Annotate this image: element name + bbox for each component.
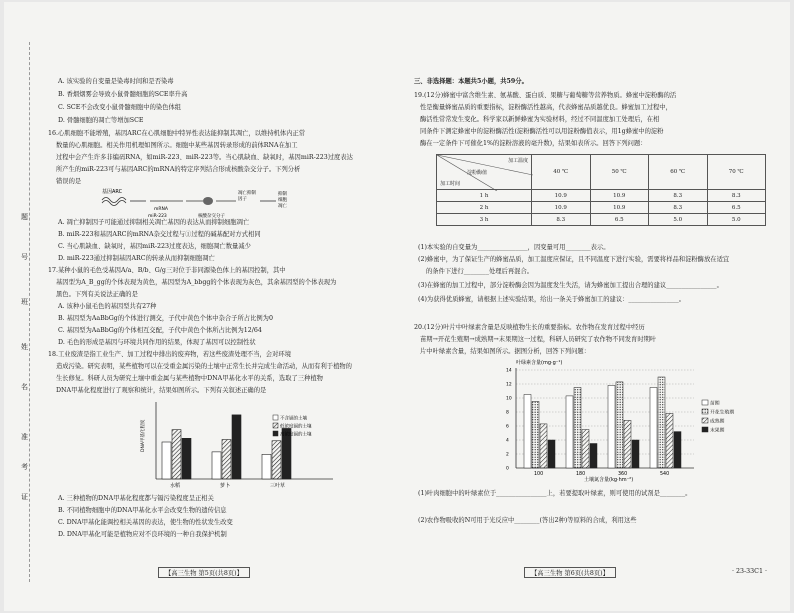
bar <box>650 388 657 469</box>
margin-label: 班 <box>21 298 28 306</box>
question-text: 数量的心肌细胞。相关作用机理如图所示。细胞中某些基因转录形成的前体RNA在加工 <box>56 142 298 149</box>
bar <box>632 440 639 468</box>
page-footer: 【高三生物 第5页(共8页)】 <box>158 567 250 578</box>
bar <box>608 385 615 468</box>
option-line: C. SCE不会改变小鼠骨髓细胞中的染色体组 <box>58 104 182 111</box>
time-cell: 2 h <box>437 202 532 214</box>
margin-label: 号 <box>21 253 28 261</box>
bar <box>548 440 555 468</box>
binding-margin <box>16 42 42 582</box>
bar <box>262 454 271 479</box>
option-line: C. DNA甲基化能调控相关基因的表达，使生物的性状发生改变 <box>58 519 233 526</box>
sub-question: (1)本实验的自变量为________________，因变量可用________表示。 <box>418 244 610 251</box>
legend-label: 开花生殖期 <box>710 410 734 416</box>
sub-question: (2)蜂蜜中，为了保证生产的蜂蜜品质，加工温度应保证，且不同温度下进行实验，需要将样品和淀粉酶放在适宜 <box>418 256 730 263</box>
legend-label: 低浓度镉的土壤 <box>280 424 312 430</box>
option-line: C. 基因型为AaBbGg的个体相互交配，子代中黄色个体所占比例为12/64 <box>58 327 262 334</box>
diagram-effect-label: 抑制 <box>278 192 287 197</box>
category-label: 180 <box>576 472 586 477</box>
option-line: B. miR-223和基因ARC的mRNA杂交过程与①过程的碱基配对方式相同 <box>58 231 261 238</box>
y-tick-label: 6 <box>506 424 509 430</box>
question-text: 17.某种小鼠的毛色受基因A/a、B/b、G/g三对位于非同源染色体上的基因控制，其中 <box>48 267 286 274</box>
bar <box>616 382 623 468</box>
diagram-effect-label: 凋亡 <box>278 204 287 209</box>
question-text: 同条件下测定蜂蜜中的淀粉酶活性(淀粉酶活性可以用淀粉酶值表示，用1g蜂蜜中的淀粉 <box>420 128 664 135</box>
section-heading: 三、非选择题：本题共5小题，共59分。 <box>414 78 528 85</box>
category-label: 萝卜 <box>220 483 231 489</box>
option-line: D. 骨髓细胞的凋亡等增加SCE <box>58 117 144 124</box>
exam-code: · 23-33C1 · <box>732 568 767 575</box>
value-cell: 8.3 <box>649 190 708 202</box>
bar <box>624 420 631 468</box>
exam-sheet <box>4 2 790 611</box>
question-text: 酶在一定条件下可催化1%的淀粉溶液的毫升数)，结果如表所示。回答下列问题： <box>420 140 647 147</box>
option-line: B. 香烟烟雾会导致小鼠骨髓细胞的SCE率升高 <box>58 91 188 98</box>
temp-header: 70 ℃ <box>707 155 766 190</box>
option-line: A. 该种小鼠毛色的基因型共有27种 <box>58 303 157 310</box>
dna-strand <box>102 198 126 203</box>
table-row <box>437 190 766 202</box>
corner-label: 淀粉酶值 <box>467 170 488 176</box>
value-cell: 10.9 <box>590 190 649 202</box>
bar <box>582 430 589 469</box>
corner-label: 加工时间 <box>440 181 461 187</box>
table-corner-cell <box>437 155 532 190</box>
sub-question: (1)叶肉细胞中的叶绿素位于________________上，若要提取叶绿素，则可使用的试剂是________。 <box>418 490 692 497</box>
question-text: 所产生的miR-223可与基因ARC的mRNA的特定序列结合形成核酸杂交分子。下列分析 <box>56 166 301 173</box>
value-cell: 8.3 <box>532 214 591 226</box>
option-line: A. 凋亡抑制因子可能通过抑制相关凋亡基因的表达从而抑制细胞凋亡 <box>58 219 250 226</box>
margin-label: 考 <box>21 463 28 471</box>
category-label: 540 <box>660 472 670 477</box>
legend-label: 苗期 <box>710 401 720 407</box>
legend-label: 不含镉的土壤 <box>280 416 307 422</box>
sub-question: (3)在蜂蜜的加工过程中，部分淀粉酶会因为温度发生失活，请为蜂蜜加工提出合理的建议________________。 <box>418 282 723 289</box>
sub-question: 的条件下进行________处理后再混合。 <box>426 268 534 275</box>
option-line: B. 不同植物细胞中的DNA甲基化水平会改变生物的遗传信息 <box>58 507 227 514</box>
page-footer: 【高三生物 第6页(共8页)】 <box>524 567 616 578</box>
table-row <box>437 202 766 214</box>
legend-label: 高浓度镉的土壤 <box>280 432 312 438</box>
diagram-effect-label: 细胞 <box>278 198 287 203</box>
question-text: 错误的是 <box>56 178 82 185</box>
y-tick-label: 8 <box>506 410 509 416</box>
question-text: 黑色。下列有关说法正确的是 <box>56 291 138 298</box>
legend-label: 末果期 <box>710 428 725 434</box>
bar <box>666 413 673 468</box>
bar <box>222 440 231 479</box>
bar <box>212 452 221 479</box>
table-header-row <box>437 155 766 190</box>
bar <box>674 432 681 468</box>
value-cell: 10.9 <box>532 190 591 202</box>
margin-label: 题 <box>21 213 28 221</box>
value-cell: 6.5 <box>707 202 766 214</box>
category-label: 水稻 <box>170 483 181 489</box>
enzyme-table <box>436 154 766 226</box>
question-text: 性是衡量蜂蜜品质的重要指标，淀粉酶活性越高，代表蜂蜜品质越优良。蜂蜜加工过程中， <box>420 104 672 111</box>
margin-label: 名 <box>21 383 28 391</box>
question-text: 生长修复。科研人员为研究土壤中重金属与某些植物中DNA甲基化水平的关系，选取了三种植物 <box>56 375 323 382</box>
time-cell: 3 h <box>437 214 532 226</box>
value-cell: 6.5 <box>590 214 649 226</box>
methylation-chart <box>138 397 338 492</box>
diagram-mir-label: miR-223 <box>148 214 167 219</box>
mechanism-diagram <box>88 186 348 220</box>
question-text: 16.心肌细胞不能增殖，基因ARC在心肌细胞中特异性表达能抑制其凋亡，以维持机体内正常 <box>48 130 306 137</box>
y-tick-label: 12 <box>506 382 512 388</box>
category-label: 360 <box>618 472 628 477</box>
value-cell: 5.0 <box>707 214 766 226</box>
diagram-gene-label: 基因ARC <box>102 189 123 195</box>
option-line: D. 毛色的形成是基因与环境共同作用的结果，体现了基因可以控制性状 <box>58 339 256 346</box>
margin-label: 姓 <box>21 343 28 351</box>
option-line: B. 基因型为AaBbGg的个体进行测交，子代中黄色个体中杂合子所占比例为0 <box>58 315 273 322</box>
diagram-factor-label: 因子 <box>238 197 247 202</box>
ribosome <box>203 197 213 205</box>
page-5 <box>48 2 400 611</box>
value-cell: 10.9 <box>532 202 591 214</box>
option-line: A. 三种植物的DNA甲基化程度都与镉污染程度呈正相关 <box>58 495 214 502</box>
corner-diagonals <box>437 155 533 191</box>
table-row <box>437 214 766 226</box>
bar <box>566 396 573 468</box>
corner-label: 加工温度 <box>507 158 528 164</box>
page-6 <box>414 2 790 611</box>
legend-label: 成熟期 <box>710 419 725 425</box>
option-line: C. 当心肌缺血、缺氧时，基因miR-223过度表达，细胞凋亡数量减少 <box>58 243 251 250</box>
bar <box>232 415 241 479</box>
legend-swatch <box>273 423 278 428</box>
category-label: 100 <box>534 472 544 477</box>
y-axis-label: 叶绿素含量(mg·g⁻¹) <box>516 360 563 366</box>
bar <box>172 430 181 479</box>
value-cell: 8.3 <box>707 190 766 202</box>
y-axis-label: DNA甲基化程度 <box>141 419 146 452</box>
temp-header: 60 ℃ <box>649 155 708 190</box>
legend-swatch <box>702 418 708 423</box>
margin-label: 准 <box>21 433 28 441</box>
bar <box>574 388 581 469</box>
bar <box>590 444 597 469</box>
bar <box>658 377 665 468</box>
question-text: 片中叶绿素含量，结果如图所示。据图分析，回答下列问题： <box>420 348 591 355</box>
legend-swatch <box>273 431 278 436</box>
time-cell: 1 h <box>437 190 532 202</box>
sub-question: (2)农作物吸收的N可用于光反应中________(答出2种)等原料的合成，利用这些 <box>418 517 637 524</box>
y-tick-label: 4 <box>506 438 509 444</box>
question-text: 20.(12分)叶片中叶绿素含量是反映植物生长的重要指标。农作物在发育过程中经历 <box>414 324 645 331</box>
diagram-mrna-label: mRNA <box>154 207 168 212</box>
value-cell: 10.9 <box>590 202 649 214</box>
y-tick-label: 2 <box>506 452 509 458</box>
x-axis-label: 土壤氮含量(kg·hm⁻²) <box>584 477 634 483</box>
temp-header: 40 ℃ <box>532 155 591 190</box>
option-line: D. miR-223通过抑制基因ARC的转录从而抑制细胞凋亡 <box>58 255 215 262</box>
value-cell: 5.0 <box>649 214 708 226</box>
bar <box>272 441 281 479</box>
question-text: 苗期→开花生殖期→成熟期→末果期这一过程，科研人员研究了农作物不同发育时期叶 <box>420 336 657 343</box>
option-line: A. 该实验的自变量是染毒时间和是否染毒 <box>58 78 174 85</box>
y-tick-label: 14 <box>506 368 512 374</box>
value-cell: 8.3 <box>649 202 708 214</box>
legend-swatch <box>702 427 708 432</box>
bar <box>182 438 191 479</box>
category-label: 三叶草 <box>270 483 286 489</box>
dna-strand <box>102 201 126 206</box>
question-text: 过程中会产生许多非编码RNA，如miR-223、miR-223等。当心肌缺血、缺氧时，基因miR-223过度表达 <box>56 154 353 161</box>
legend-swatch <box>273 415 278 420</box>
diagram-hybrid-label: 核酸杂交分子 <box>198 214 225 219</box>
question-text: DNA甲基化程度进行了观察和统计，结果如图所示。下列有关叙述正确的是 <box>56 387 267 394</box>
diagram-factor-label: 凋亡抑制 <box>238 191 256 196</box>
sub-question: (4)为获得优质蜂蜜，请根据上述实验结果，给出一条关于蜂蜜加工的建议：________________。 <box>418 296 686 303</box>
chlorophyll-chart <box>494 356 754 484</box>
y-tick-label: 0 <box>506 466 509 472</box>
y-tick-label: 10 <box>506 396 512 402</box>
legend-swatch <box>702 400 708 405</box>
question-text: 18.工业废渣是指工业生产、加工过程中排出的废弃物，若这些废渣处理不当，会对环境 <box>48 351 291 358</box>
bar <box>162 442 171 479</box>
legend-swatch <box>702 409 708 414</box>
bar <box>532 402 539 469</box>
question-text: 造成污染。研究表明，某些植物可以在受重金属污染的土壤中正常生长并完成生命活动，从而有利于植物的 <box>56 363 352 370</box>
question-text: 19.(12分)蜂蜜中富含维生素、氨基酸、蛋白质、果糖与葡萄糖等营养物质。蜂蜜中淀粉酶的活 <box>414 92 677 99</box>
bar <box>524 395 531 469</box>
margin-label: 证 <box>21 493 28 501</box>
bar <box>540 424 547 468</box>
option-line: D. DNA甲基化可能是植物应对不良环境的一种自我保护机制 <box>58 531 227 538</box>
question-text: 基因型为A_B_gg的个体表现为黄色，基因型为A_bbgg的个体表现为灰色，其余基因型的个体表现为 <box>56 279 337 286</box>
question-text: 酶活性常常发生变化。科学家以新鲜蜂蜜为实验材料，经过不同温度加工处理后，在相 <box>420 116 660 123</box>
temp-header: 50 ℃ <box>590 155 649 190</box>
